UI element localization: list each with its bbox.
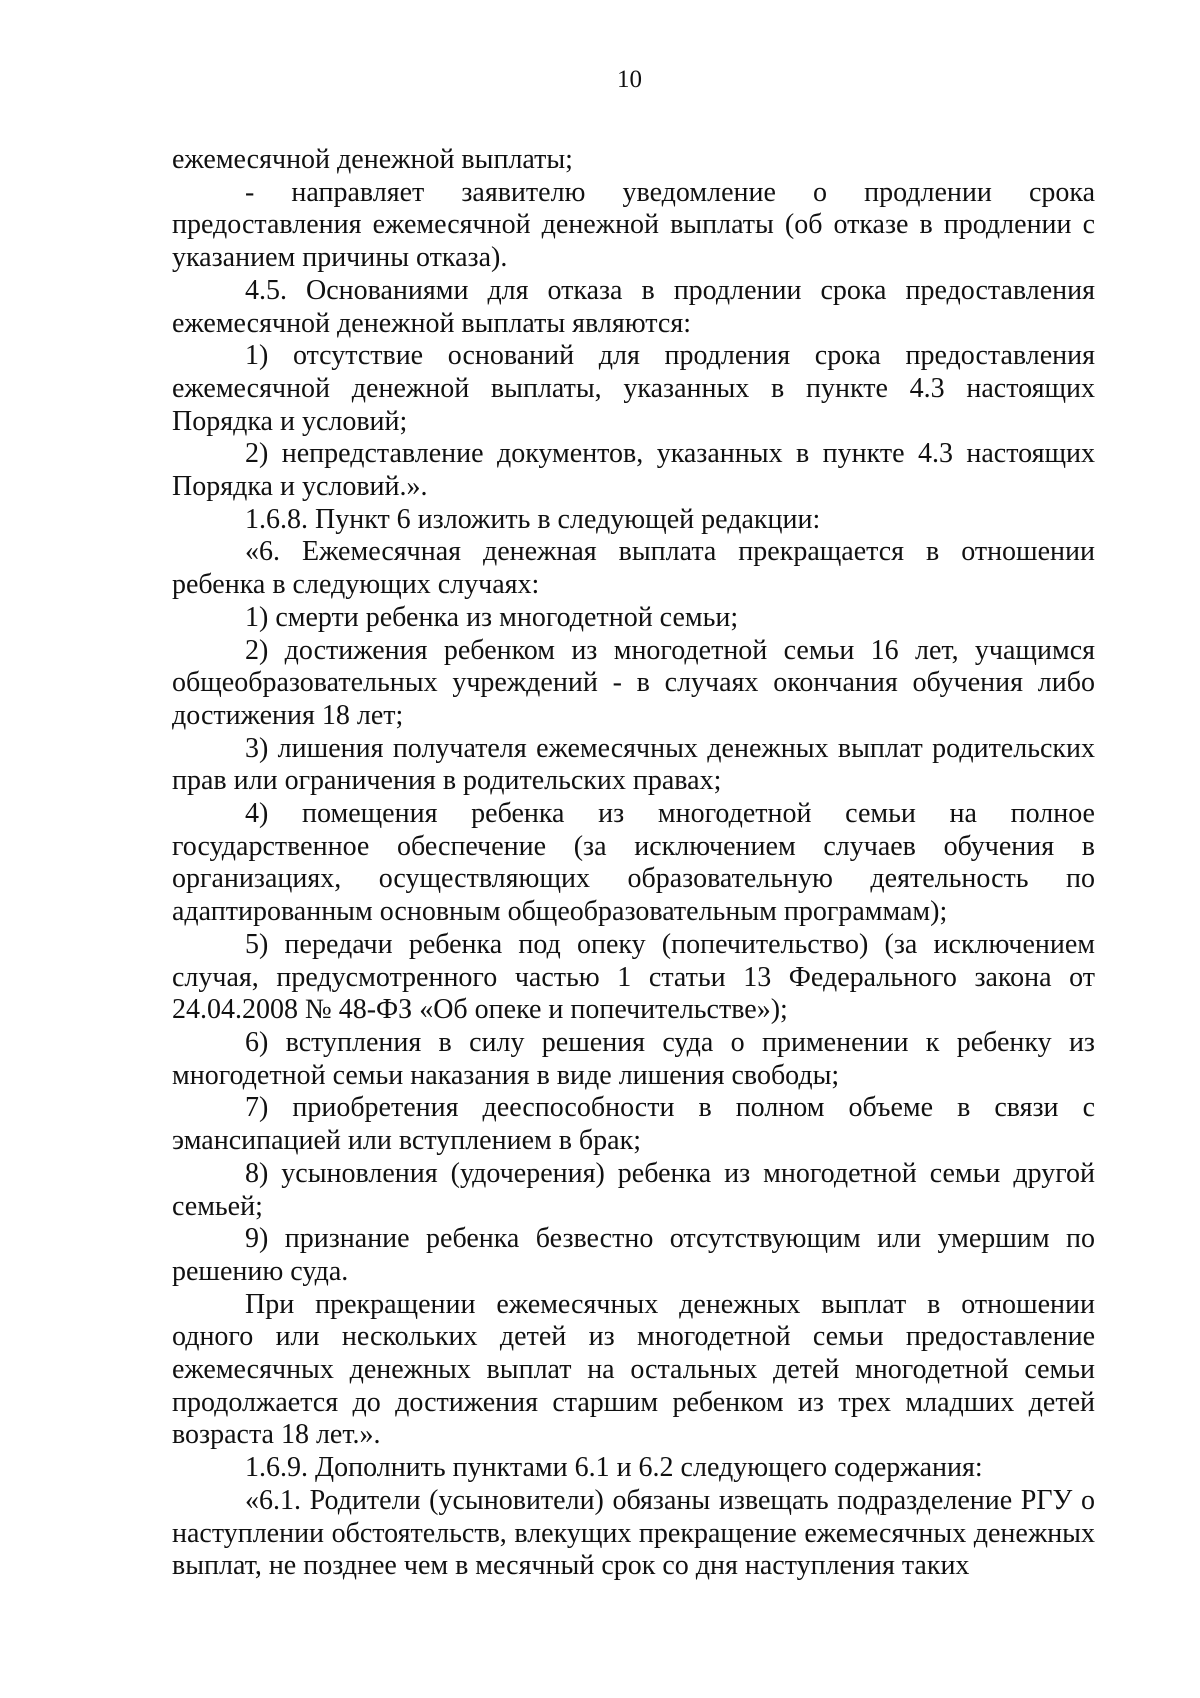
document-body (172, 144, 1095, 1583)
paragraph-10: 3) лишения получателя ежемесячных денежных выплат родительских прав или ограничения в родительских правах; (172, 732, 1095, 797)
paragraph-14: 7) приобретения дееспособности в полном объеме в связи с эмансипацией или вступлением в брак; (172, 1092, 1095, 1157)
paragraph-3: 4.5. Основаниями для отказа в продлении срока предоставления ежемесячной денежной выплаты являются: (172, 274, 1095, 339)
paragraph-16: 9) признание ребенка безвестно отсутствующим или умершим по решению суда. (172, 1223, 1095, 1287)
page-number: 10 (617, 66, 642, 93)
paragraph-18: 1.6.9. Дополнить пунктами 6.1 и 6.2 следующего содержания: (245, 1452, 983, 1484)
paragraph-17: При прекращении ежемесячных денежных выплат в отношении одного или нескольких детей из многодетной семьи предоставление ежемесячных денежных выплат на остальных детей многодетной семьи продолжается до достижения старшим ребенком из трех младших детей возраста 18 лет.». (172, 1288, 1095, 1451)
paragraph-4: 1) отсутствие оснований для продления срока предоставления ежемесячной денежной выплаты, указанных в пункте 4.3 настоящих Порядка и условий; (172, 340, 1095, 437)
paragraph-2: - направляет заявителю уведомление о продлении срока предоставления ежемесячной денежной выплаты (об отказе в продлении с указанием причины отказа). (172, 176, 1095, 274)
paragraph-5: 2) непредставление документов, указанных в пункте 4.3 настоящих Порядка и условий.». (172, 438, 1095, 503)
paragraph-11: 4) помещения ребенка из многодетной семьи на полное государственное обеспечение (за исключением случаев обучения в организациях, осуществляющих образовательную деятельность по адаптированным основным общеобразовательным программам); (172, 798, 1095, 928)
paragraph-1: ежемесячной денежной выплаты; (172, 144, 573, 175)
paragraph-7: «6. Ежемесячная денежная выплата прекращается в отношении ребенка в следующих случаях: (172, 536, 1095, 601)
paragraph-15: 8) усыновления (удочерения) ребенка из многодетной семьи другой семьей; (172, 1157, 1095, 1222)
paragraph-8: 1) смерти ребенка из многодетной семьи; (245, 601, 739, 633)
paragraph-12: 5) передачи ребенка под опеку (попечительство) (за исключением случая, предусмотренного частью 1 статьи 13 Федерального закона от 24.04.2008 № 48-ФЗ «Об опеке и попечительстве»); (172, 928, 1095, 1026)
paragraph-19: «6.1. Родители (усыновители) обязаны извещать подразделение РГУ о наступлении обстоятельств, влекущих прекращение ежемесячных денежных выплат, не позднее чем в месячный срок со дня наступления таких (172, 1484, 1095, 1582)
paragraph-13: 6) вступления в силу решения суда о применении к ребенку из многодетной семьи наказания в виде лишения свободы; (172, 1026, 1095, 1091)
paragraph-9: 2) достижения ребенком из многодетной семьи 16 лет, учащимся общеобразовательных учреждений - в случаях окончания обучения либо достижения 18 лет; (172, 634, 1095, 731)
paragraph-6: 1.6.8. Пункт 6 изложить в следующей редакции: (245, 503, 821, 535)
